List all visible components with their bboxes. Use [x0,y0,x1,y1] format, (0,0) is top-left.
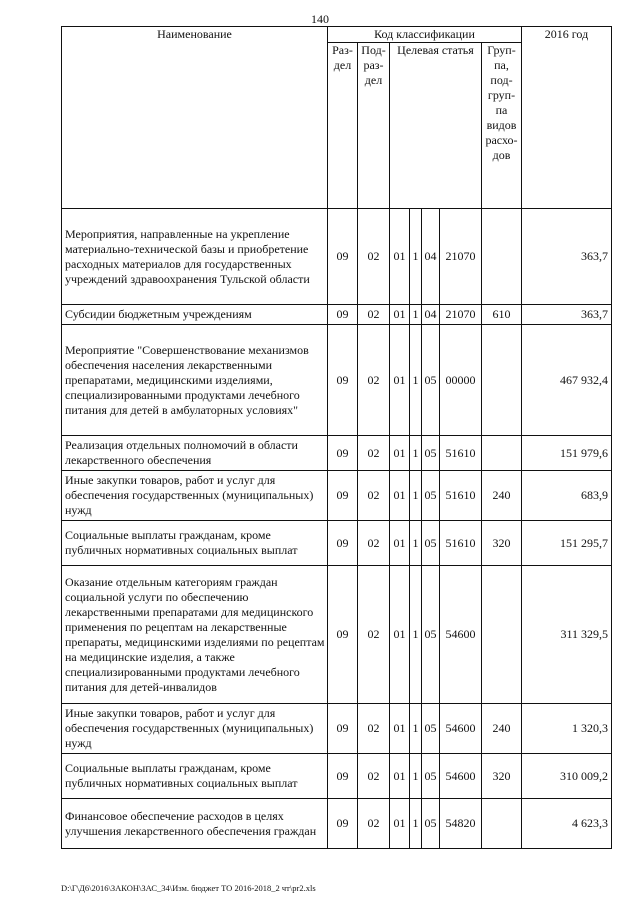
row-target-subprogram: 1 [410,209,422,305]
row-podrazdel: 02 [358,325,390,436]
row-razdel: 09 [328,799,358,849]
row-amount: 363,7 [522,209,612,305]
row-razdel: 09 [328,471,358,521]
footer-filepath: D:\Г\Д6\2016\ЗАКОН\ЗАС_34\Изм. бюджет ТО 2016-2018_2 чт\pr2.xls [61,883,316,893]
header-razdel: Раз- дел [328,43,358,209]
row-podrazdel: 02 [358,799,390,849]
row-razdel: 09 [328,436,358,471]
row-target-event: 04 [422,209,440,305]
row-expense-group [482,566,522,704]
table-row [62,325,612,436]
row-target-direction: 00000 [440,325,482,436]
row-name: Иные закупки товаров, работ и услуг для обеспечения государственных (муниципальных) нужд [62,704,328,754]
row-razdel: 09 [328,754,358,799]
row-expense-group [482,799,522,849]
row-target-subprogram: 1 [410,704,422,754]
row-expense-group: 240 [482,471,522,521]
table-row [62,566,612,704]
row-target-program: 01 [390,754,410,799]
row-amount: 151 979,6 [522,436,612,471]
row-target-event: 05 [422,521,440,566]
table-row [62,436,612,471]
row-expense-group: 320 [482,754,522,799]
row-amount: 1 320,3 [522,704,612,754]
row-podrazdel: 02 [358,209,390,305]
row-name: Социальные выплаты гражданам, кроме публичных нормативных социальных выплат [62,521,328,566]
row-podrazdel: 02 [358,521,390,566]
row-target-program: 01 [390,566,410,704]
header-year: 2016 год [522,27,612,209]
table-row [62,471,612,521]
row-podrazdel: 02 [358,704,390,754]
row-target-program: 01 [390,209,410,305]
row-target-direction: 51610 [440,436,482,471]
row-name: Реализация отдельных полномочий в области лекарственного обеспечения [62,436,328,471]
table-row [62,754,612,799]
row-target-subprogram: 1 [410,436,422,471]
table-row [62,704,612,754]
header-gruppa: Груп- па, под- груп- па видов расхо- дов [482,43,522,209]
row-name: Иные закупки товаров, работ и услуг для обеспечения государственных (муниципальных) нужд [62,471,328,521]
header-tselevaya: Целевая статья [390,43,482,209]
row-target-direction: 21070 [440,305,482,325]
row-razdel: 09 [328,325,358,436]
table-row [62,305,612,325]
row-amount: 311 329,5 [522,566,612,704]
header-name: Наименование [62,27,328,209]
row-amount: 683,9 [522,471,612,521]
row-razdel: 09 [328,704,358,754]
row-target-program: 01 [390,305,410,325]
row-target-direction: 51610 [440,471,482,521]
page-number: 140 [311,12,329,26]
row-target-event: 04 [422,305,440,325]
row-name: Мероприятие "Совершенствование механизмов обеспечения населения лекарственными препаратами, медицинскими изделиями, специализированными продуктами лечебного питания для детей в амбулаторных условиях" [62,325,328,436]
row-name: Оказание отдельным категориям граждан социальной услуги по обеспечению лекарственными препаратами для медицинского применения по рецептам на лекарственные препараты, медицинскими изделиями по рецептам на медицинские изделия, а также специализированными продуктами лечебного питания для детей-инвалидов [62,566,328,704]
header-row-1 [62,27,612,43]
row-amount: 467 932,4 [522,325,612,436]
header-podrazdel: Под- раз- дел [358,43,390,209]
row-target-subprogram: 1 [410,566,422,704]
row-target-event: 05 [422,566,440,704]
row-target-program: 01 [390,436,410,471]
row-target-direction: 21070 [440,209,482,305]
row-target-direction: 51610 [440,521,482,566]
row-amount: 363,7 [522,305,612,325]
row-target-event: 05 [422,799,440,849]
row-target-subprogram: 1 [410,305,422,325]
header-code: Код классификации [328,27,522,43]
row-target-direction: 54600 [440,704,482,754]
row-razdel: 09 [328,209,358,305]
row-target-direction: 54820 [440,799,482,849]
row-expense-group: 610 [482,305,522,325]
row-target-subprogram: 1 [410,754,422,799]
row-target-program: 01 [390,325,410,436]
row-podrazdel: 02 [358,436,390,471]
row-target-subprogram: 1 [410,325,422,436]
row-target-event: 05 [422,436,440,471]
row-target-program: 01 [390,471,410,521]
row-amount: 151 295,7 [522,521,612,566]
row-target-program: 01 [390,704,410,754]
row-podrazdel: 02 [358,471,390,521]
row-expense-group [482,436,522,471]
row-razdel: 09 [328,305,358,325]
row-razdel: 09 [328,566,358,704]
row-target-subprogram: 1 [410,799,422,849]
row-target-event: 05 [422,754,440,799]
row-name: Субсидии бюджетным учреждениям [62,305,328,325]
table-row [62,799,612,849]
table-row [62,521,612,566]
row-expense-group [482,209,522,305]
row-target-direction: 54600 [440,566,482,704]
row-name: Социальные выплаты гражданам, кроме публичных нормативных социальных выплат [62,754,328,799]
row-target-subprogram: 1 [410,521,422,566]
row-podrazdel: 02 [358,566,390,704]
row-expense-group: 320 [482,521,522,566]
row-podrazdel: 02 [358,754,390,799]
row-amount: 310 009,2 [522,754,612,799]
row-target-program: 01 [390,799,410,849]
row-target-event: 05 [422,704,440,754]
row-target-event: 05 [422,325,440,436]
row-target-event: 05 [422,471,440,521]
row-expense-group [482,325,522,436]
row-podrazdel: 02 [358,305,390,325]
row-target-direction: 54600 [440,754,482,799]
row-amount: 4 623,3 [522,799,612,849]
budget-table [61,26,612,849]
row-target-program: 01 [390,521,410,566]
row-expense-group: 240 [482,704,522,754]
row-name: Мероприятия, направленные на укрепление материально-технической базы и приобретение расходных материалов для государственных учреждений здравоохранения Тульской области [62,209,328,305]
table-row [62,209,612,305]
row-target-subprogram: 1 [410,471,422,521]
row-name: Финансовое обеспечение расходов в целях улучшения лекарственного обеспечения граждан [62,799,328,849]
row-razdel: 09 [328,521,358,566]
